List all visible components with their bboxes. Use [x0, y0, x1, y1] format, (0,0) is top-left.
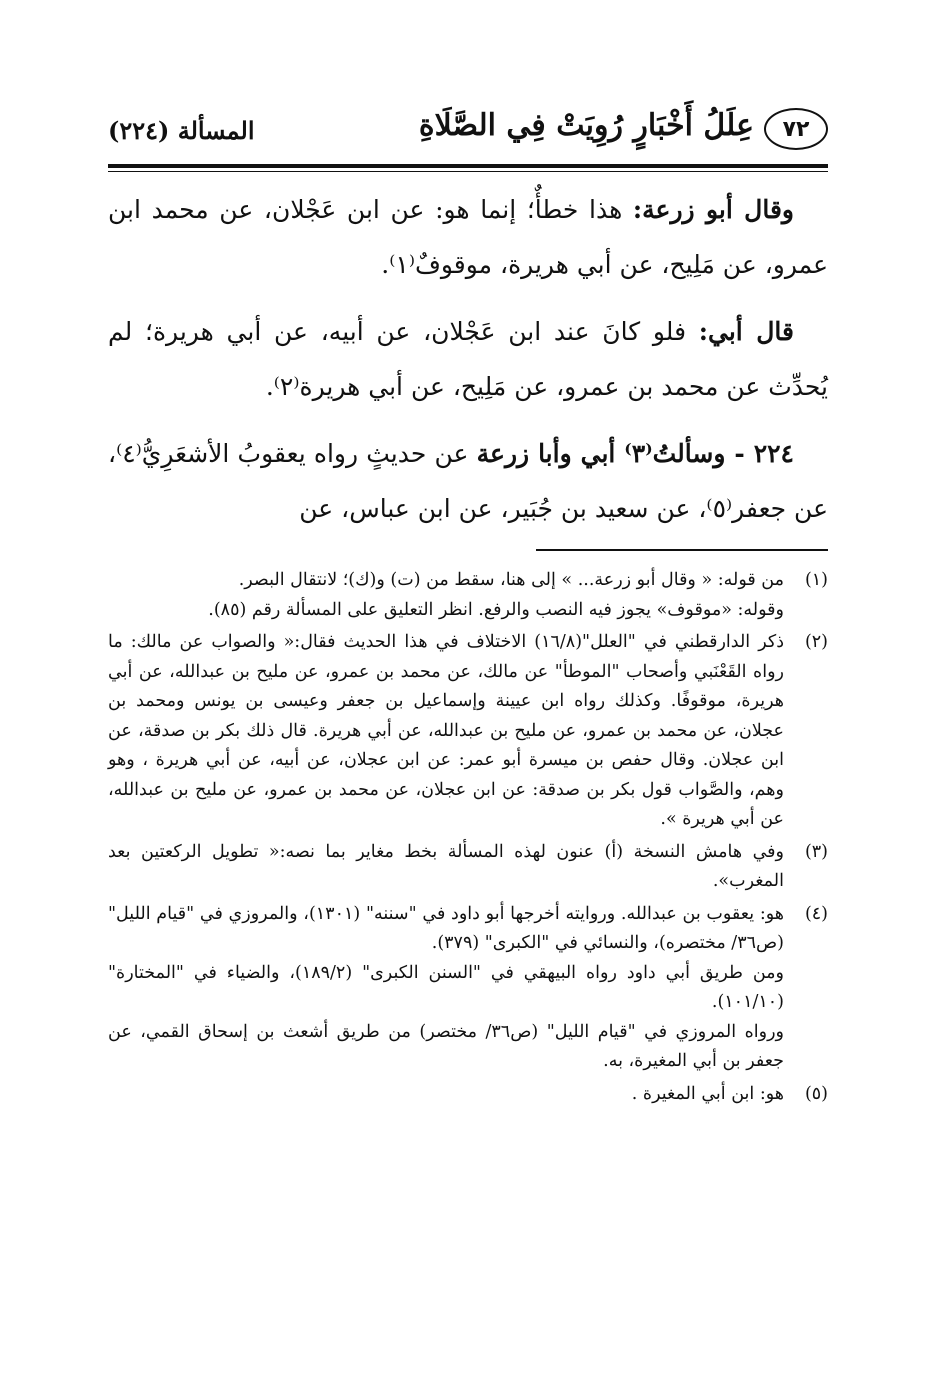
footnote-line: ومن طريق أبي داود رواه البيهقي في "السنن الكبرى" (١٨٩/٢)، والضياء في "المختارة" (١٠١/١٠). [108, 962, 785, 1012]
footnote-line: وقوله: «موقوف» يجوز فيه النصب والرفع. انظر التعليق على المسألة رقم (٨٥). [208, 599, 784, 620]
footnote [108, 838, 828, 897]
footnote-line: ذكر الدارقطني في "العلل"(١٦/٨) الاختلاف في هذا الحديث فقال:« والصواب عن مالك: ما رواه القَعْنَبي وأصحاب "الموطأ" عن مالك، عن محمد بن عمرو، عن مليح بن عبدالله، عن أبي هريرة، موقوفًا. وكذلك رواه ابن عيينة وإسماعيل بن جعفر وعيسى بن يونس ومحمد بن عجلان، عن محمد بن عمرو، عن مليح بن عبدالله، عن أبي هريرة. قال ذلك بكر بن صدقة، عن ابن عجلان. وقال حفص بن ميسرة أبو عمر: عن ابن عجلان، عن أبيه، عن أبي هريرة ، وهو وهم، والصَّواب قول بكر بن صدقة: عن ابن عجلان، عن محمد بن عمرو، عن مليح بن عبدالله، عن أبي هريرة ». [108, 632, 785, 829]
page-number: ٧٢ [764, 108, 828, 150]
footnote-line: هو: ابن أبي المغيرة . [631, 1083, 784, 1104]
footnote-body [108, 900, 784, 1077]
footnote-number: (٥) [804, 1083, 828, 1104]
footnote-number: (٣) [804, 841, 828, 862]
paragraph-text: فلو كانَ عند ابن عَجْلان، عن أبيه، عن أبي هريرة؛ لم يُحدِّث عن محمد بن عمرو، عن مَلِيح، عن أبي هريرة⁽٢⁾. [108, 317, 828, 401]
footnote-line: وفي هامش النسخة (أ) عنون لهذه المسألة بخط مغاير بما نصه:« تطويل الركعتين بعد المغرب». [108, 841, 784, 891]
header-rule-thin [108, 171, 828, 172]
footnote-line: من قوله: « وقال أبو زرعة... » إلى هنا، سقط من (ت) و(ك)؛ لانتقال البصر. [238, 570, 784, 590]
paragraph-lead: وقال أبو زرعة: [632, 195, 794, 224]
issue-label: المسألة (٢٢٤) [108, 116, 255, 145]
footnote-number: (٢) [804, 632, 828, 652]
footnote-number: (٤) [804, 903, 828, 924]
footnote-body [108, 838, 784, 897]
page-header [108, 102, 828, 160]
footnote-line: هو: يعقوب بن عبدالله. وروايته أخرجها أبو داود في "سننه" (١٣٠١)، والمروزي في "قيام الليل" (ص٣٦/ مختصره)، والنسائي في "الكبرى" (٣٧٩). [108, 903, 784, 953]
footnote [108, 628, 828, 835]
footnote [108, 900, 828, 1077]
main-text [108, 182, 828, 548]
footnote-body [108, 566, 784, 625]
paragraph-text: هذا خطأٌ؛ إنما هو: عن ابن عَجْلان، عن محمد ابن عمرو، عن مَلِيح، عن أبي هريرة، موقوفٌ⁽١⁾. [108, 195, 828, 279]
paragraph [108, 304, 828, 414]
footnote-number: (١) [804, 570, 828, 590]
footnote [108, 566, 828, 625]
paragraph [108, 182, 828, 292]
book-title: عِلَلُ أَخْبَارٍ رُوِيَتْ فِي الصَّلَاةِ [418, 108, 754, 143]
footnotes [108, 566, 828, 1112]
issue-heading: ٢٢٤ - وسألتُ⁽٣⁾ أبي وأبا زرعة [476, 439, 794, 468]
footnote-line: ورواه المروزي في "قيام الليل" (ص٣٦/ مختصر) من طريق أشعث بن إسحاق القمي، عن جعفر بن أبي المغيرة، به. [108, 1021, 784, 1071]
footnote [108, 1080, 828, 1110]
paragraph [108, 426, 828, 536]
footnote-body [108, 1080, 784, 1110]
paragraph-lead: قال أبي: [698, 317, 794, 346]
footnote-body [108, 628, 784, 835]
paragraph-text: عن حديثٍ رواه يعقوبُ الأشعَرِيُّ⁽٤⁾، عن جعفر⁽٥⁾، عن سعيد بن جُبَير، عن ابن عباس، عن [108, 439, 828, 523]
footnote-separator [536, 549, 828, 551]
header-rule-thick [108, 164, 828, 168]
